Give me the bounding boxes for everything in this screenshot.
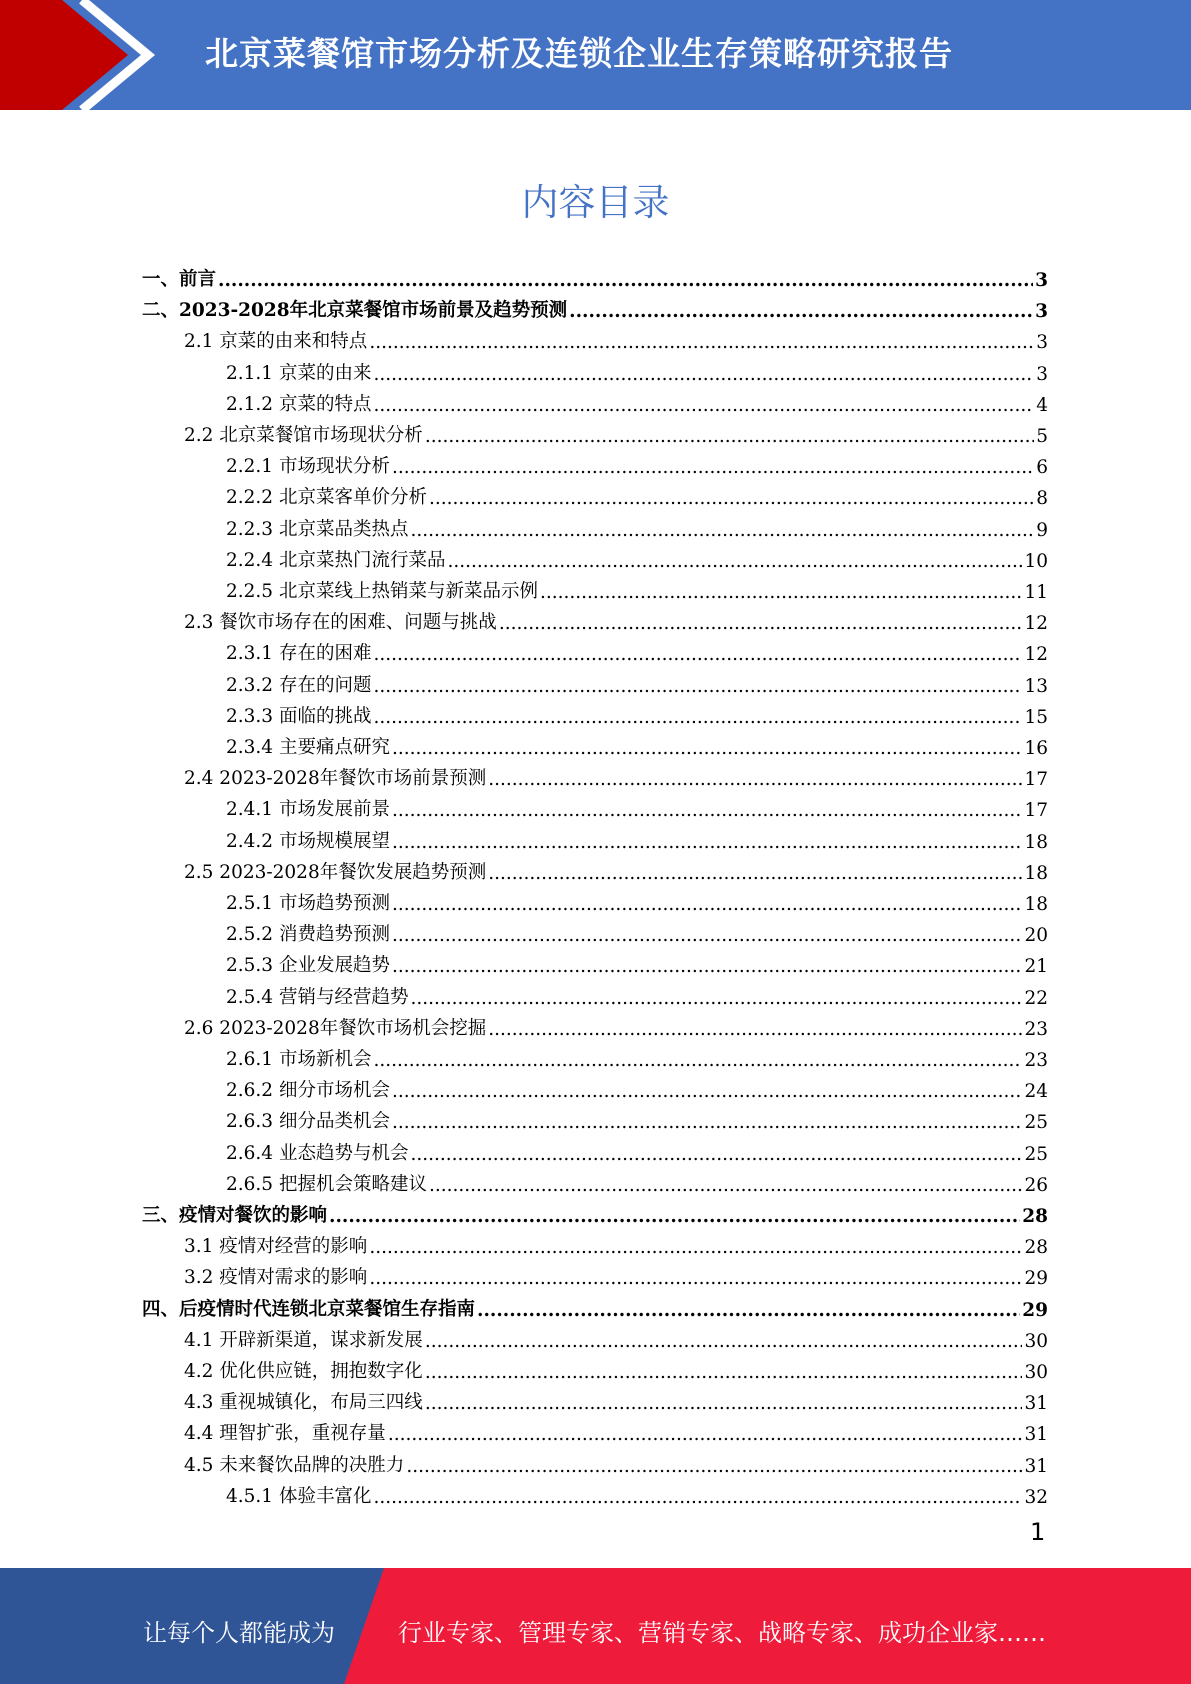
toc-entry-label: 2.6 2023-2028年餐饮市场机会挖掘 [184,1017,487,1039]
toc-entry[interactable] [226,1165,1048,1196]
toc-entry-page: 9 [1036,519,1048,541]
toc-leader-dots [447,551,1022,572]
toc-entry-page: 32 [1024,1486,1048,1508]
toc-entry-label: 2.1.1 京菜的由来 [226,362,372,384]
toc-entry-label: 2.4.2 市场规模展望 [226,830,390,852]
toc-entry-label: 2.5.2 消费趋势预测 [226,924,390,946]
toc-heading: 内容目录 [521,181,670,224]
toc-leader-dots [373,676,1022,697]
toc-entry-page: 22 [1024,987,1048,1009]
toc-entry-label: 2.6.1 市场新机会 [226,1049,372,1070]
toc-entry[interactable] [226,385,1048,416]
toc-entry[interactable] [226,478,1048,509]
toc-leader-dots [392,738,1022,759]
toc-entry-page: 12 [1024,644,1048,666]
toc-leader-dots [392,956,1022,977]
toc-entry[interactable] [226,1102,1048,1133]
toc-entry[interactable] [184,1227,1048,1258]
toc-entry-page: 26 [1024,1174,1048,1196]
toc-entry-page: 25 [1024,1112,1048,1134]
toc-entry-label: 4.5.1 体验丰富化 [226,1485,372,1507]
toc-entry-label: 2.2.5 北京菜线上热销菜与新菜品示例 [226,581,538,602]
toc-entry-label: 2.3 餐饮市场存在的困难、问题与挑战 [184,612,497,634]
toc-entry[interactable] [142,291,1048,322]
toc-entry-page: 5 [1036,426,1048,447]
toc-entry-label: 3.2 疫情对需求的影响 [184,1267,368,1289]
toc-leader-dots [392,894,1022,915]
toc-leader-dots [569,301,1033,322]
toc-entry-label: 三、疫情对餐饮的影响 [142,1205,328,1226]
toc-entry-page: 28 [1024,1237,1048,1259]
toc-entry[interactable] [226,634,1048,665]
toc-entry[interactable] [226,946,1048,977]
toc-entry[interactable] [226,354,1048,385]
toc-entry[interactable] [184,322,1048,353]
toc-entry[interactable] [226,1040,1048,1071]
toc-leader-dots [373,364,1034,385]
toc-entry[interactable] [226,447,1048,478]
page-number: 1 [1030,1518,1046,1546]
toc-entry-label: 4.5 未来餐饮品牌的决胜力 [184,1454,405,1476]
toc-entry-page: 18 [1024,862,1048,884]
toc-entry-label: 2.5.1 市场趋势预测 [226,893,390,914]
toc-entry-label: 2.5 2023-2028年餐饮发展趋势预测 [184,861,487,883]
toc-entry-page: 31 [1024,1424,1048,1446]
toc-entry[interactable] [226,790,1048,821]
toc-entry[interactable] [226,541,1048,572]
toc-entry-label: 2.3.2 存在的问题 [226,674,372,696]
toc-entry-page: 15 [1024,706,1048,728]
toc-entry-page: 3 [1035,301,1048,323]
toc-entry[interactable] [226,1477,1048,1508]
toc-entry-label: 2.2.4 北京菜热门流行菜品 [226,549,446,571]
toc-entry[interactable] [184,1321,1048,1352]
toc-entry-page: 13 [1024,675,1048,697]
toc-entry-label: 2.4 2023-2028年餐饮市场前景预测 [184,768,487,790]
toc-entry-label: 4.3 重视城镇化，布局三四线 [184,1392,423,1414]
toc-leader-dots [388,1424,1023,1445]
toc-leader-dots [488,769,1022,790]
toc-entry[interactable] [226,1134,1048,1165]
toc-entry-label: 2.1 京菜的由来和特点 [184,331,368,353]
toc-entry[interactable] [184,1009,1048,1040]
toc-leader-dots [540,582,1022,603]
toc-entry-label: 2.2.3 北京菜品类热点 [226,518,409,540]
toc-leader-dots [425,426,1034,447]
toc-leader-dots [425,1393,1023,1414]
toc-entry-page: 28 [1022,1206,1048,1227]
toc-entry-page: 8 [1036,488,1048,510]
toc-entry-label: 4.1 开辟新渠道，谋求新发展 [184,1329,423,1351]
toc-entry-label: 2.5.3 企业发展趋势 [226,955,390,977]
toc-entry-label: 2.1.2 京菜的特点 [226,393,372,415]
toc-entry-page: 30 [1024,1330,1048,1352]
toc-entry-page: 29 [1024,1268,1048,1290]
toc-entry[interactable] [184,1383,1048,1414]
toc-entry-page: 3 [1036,332,1048,354]
toc-entry[interactable] [226,697,1048,728]
toc-entry[interactable] [184,1258,1048,1289]
toc-entry-label: 2.6.5 把握机会策略建议 [226,1173,427,1195]
toc-entry[interactable] [184,853,1048,884]
toc-entry-label: 2.3.1 存在的困难 [226,643,372,665]
toc-entry-label: 二、2023-2028年北京菜餐馆市场前景及趋势预测 [142,300,568,322]
toc-entry-page: 24 [1024,1081,1048,1103]
toc-entry-label: 4.2 优化供应链，拥抱数字化 [184,1361,423,1382]
toc-entry[interactable] [184,416,1048,447]
toc-leader-dots [369,332,1034,353]
toc-leader-dots [410,1144,1022,1165]
toc-entry-label: 2.2.2 北京菜客单价分析 [226,487,427,509]
report-title: 北京菜餐馆市场分析及连锁企业生存策略研究报告 [205,34,953,73]
toc-entry[interactable] [226,572,1048,603]
footer-slogan-right: 行业专家、管理专家、营销专家、战略专家、成功企业家…… [398,1619,1046,1647]
toc-entry-page: 6 [1036,457,1048,479]
toc-leader-dots [373,395,1034,416]
toc-entry[interactable] [226,884,1048,915]
toc-entry[interactable] [226,1071,1048,1102]
toc-leader-dots [392,800,1022,821]
toc-entry[interactable] [184,759,1048,790]
toc-leader-dots [499,613,1023,634]
toc-entry-label: 2.3.3 面临的挑战 [226,705,372,727]
toc-entry-page: 3 [1036,363,1048,385]
footer-slogan-left: 让每个人都能成为 [143,1619,335,1647]
toc-entry[interactable] [184,1446,1048,1477]
toc-entry-page: 23 [1024,1050,1048,1071]
toc-leader-dots [218,270,1033,291]
toc-entry-label: 2.4.1 市场发展前景 [226,799,390,821]
toc-leader-dots [329,1206,1020,1227]
toc-entry-label: 四、后疫情时代连锁北京菜餐馆生存指南 [142,1298,476,1320]
toc-entry[interactable] [226,510,1048,541]
toc-leader-dots [373,1050,1022,1071]
toc-entry-page: 18 [1024,831,1048,853]
toc-leader-dots [410,988,1022,1009]
toc-entry[interactable] [226,666,1048,697]
toc-leader-dots [392,832,1022,853]
toc-entry[interactable] [142,260,1048,291]
toc-leader-dots [369,1237,1022,1258]
toc-leader-dots [429,488,1034,509]
toc-entry-page: 18 [1024,894,1048,915]
toc-entry-page: 17 [1024,769,1048,791]
toc-leader-dots [488,1019,1022,1040]
toc-leader-dots [488,863,1022,884]
toc-entry-page: 20 [1024,925,1048,947]
toc-leader-dots [410,520,1034,541]
toc-leader-dots [425,1362,1023,1383]
toc-leader-dots [392,1081,1022,1102]
toc-entry-page: 31 [1024,1455,1048,1477]
toc-leader-dots [392,925,1022,946]
toc-entry-label: 2.6.2 细分市场机会 [226,1080,390,1102]
toc-leader-dots [406,1456,1022,1477]
toc-entry[interactable] [226,728,1048,759]
toc-entry-page: 31 [1024,1393,1048,1415]
toc-leader-dots [373,707,1022,728]
toc-entry-label: 3.1 疫情对经营的影响 [184,1236,368,1258]
toc-leader-dots [425,1331,1023,1352]
toc-entry-page: 12 [1024,613,1048,635]
toc-entry-page: 30 [1024,1362,1048,1383]
toc-leader-dots [429,1175,1022,1196]
toc-leader-dots [477,1300,1020,1321]
toc-entry-page: 25 [1024,1143,1048,1165]
toc-entry-page: 16 [1024,738,1048,759]
toc-entry[interactable] [142,1196,1048,1227]
toc-entry[interactable] [184,1352,1048,1383]
toc-entry-label: 4.4 理智扩张，重视存量 [184,1423,386,1445]
toc-entry-page: 23 [1024,1018,1048,1040]
toc-entry[interactable] [184,603,1048,634]
toc-entry-label: 2.3.4 主要痛点研究 [226,737,390,758]
toc-entry-page: 17 [1024,800,1048,822]
toc-entry[interactable] [184,1414,1048,1445]
toc-entry-page: 29 [1022,1299,1048,1321]
toc-entry-label: 2.2.1 市场现状分析 [226,456,390,478]
toc-entry-page: 21 [1024,956,1048,978]
toc-leader-dots [392,457,1034,478]
toc-entry[interactable] [226,822,1048,853]
toc-leader-dots [373,644,1022,665]
toc-entry[interactable] [226,915,1048,946]
toc-leader-dots [392,1112,1022,1133]
footer-band [0,1568,1191,1684]
toc-leader-dots [373,1487,1022,1508]
toc-entry-page: 3 [1035,270,1048,291]
toc-leader-dots [369,1268,1022,1289]
toc-entry-label: 2.5.4 营销与经营趋势 [226,986,409,1008]
toc-entry[interactable] [226,978,1048,1009]
toc-entry-page: 10 [1024,550,1048,572]
toc-entry[interactable] [142,1290,1048,1321]
toc-entry-page: 4 [1036,394,1048,416]
toc-entry-label: 2.2 北京菜餐馆市场现状分析 [184,425,423,446]
header-band [0,0,1191,110]
toc-entry-label: 2.6.4 业态趋势与机会 [226,1142,409,1164]
toc-entry-label: 2.6.3 细分品类机会 [226,1111,390,1133]
toc-entry-label: 一、前言 [142,269,217,290]
toc-entry-page: 11 [1024,582,1048,603]
